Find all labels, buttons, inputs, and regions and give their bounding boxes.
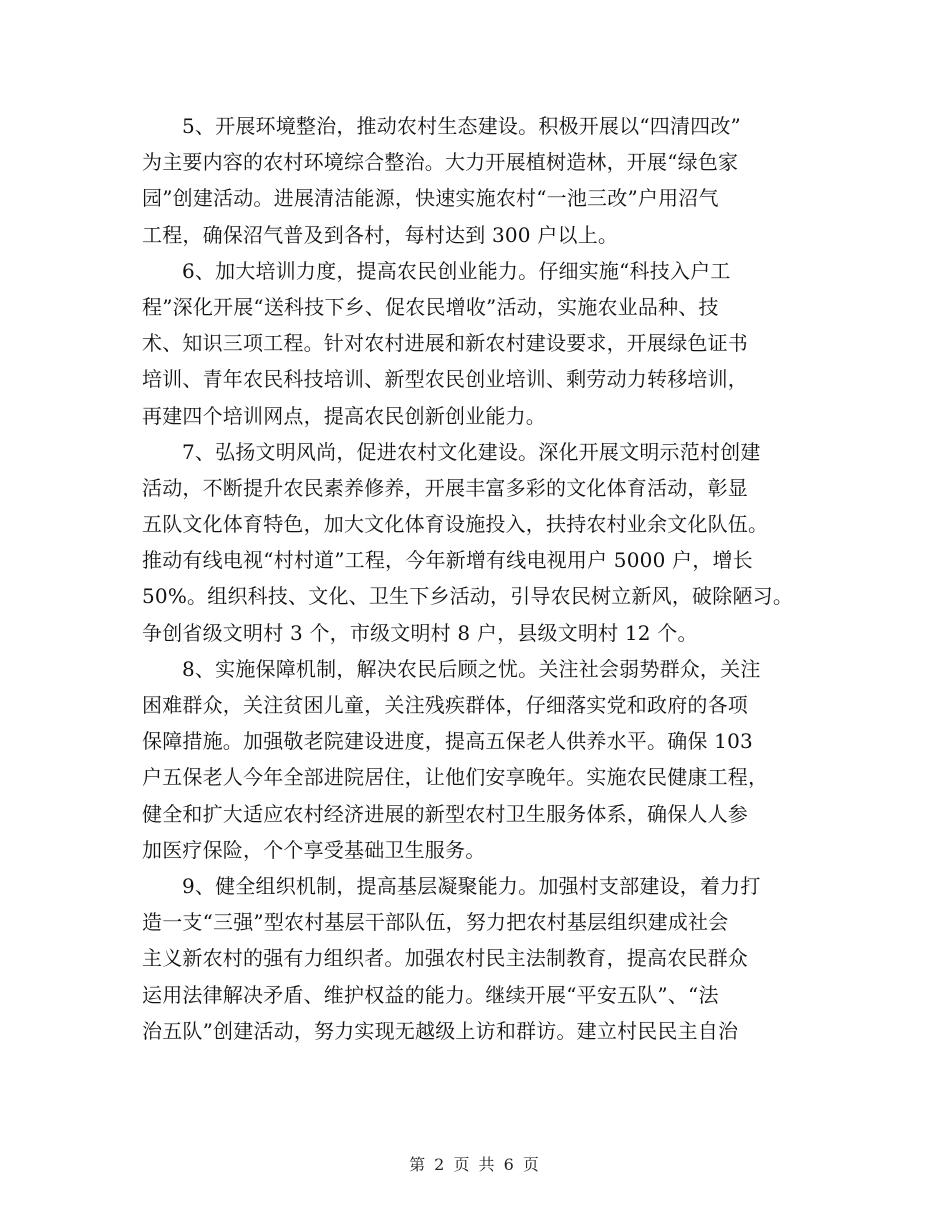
- paragraph-line: 工程，确保沼气普及到各村，每村达到 300 户以上。: [142, 222, 619, 247]
- paragraph-line: 程”深化开展“送科技下乡、促农民增收”活动，实施农业品种、技: [142, 294, 719, 319]
- paragraph-line: 5、开展环境整治，推动农村生态建设。积极开展以“四清四改”: [182, 114, 741, 138]
- paragraph-line: 加医疗保险，个个享受基础卫生服务。: [142, 837, 486, 862]
- paragraph-line: 运用法律解决矛盾、维护权益的能力。继续开展“平安五队”、“法: [142, 982, 719, 1007]
- paragraph-line: 6、加大培训力度，提高农民创业能力。仔细实施“科技入户工: [182, 258, 731, 283]
- paragraph-line: 培训、青年农民科技培训、新型农民创业培训、剩劳动力转移培训，: [142, 367, 748, 392]
- paragraph-line: 为主要内容的农村环境综合整治。大力开展植树造林，开展“绿色家: [142, 150, 739, 175]
- paragraph-8: [142, 651, 814, 868]
- paragraph-line: 户五保老人今年全部进院居住，让他们安享晚年。实施农民健康工程，: [142, 765, 769, 790]
- paragraph-line: 园”创建活动。进展清洁能源，快速实施农村“一池三改”户用沼气: [142, 186, 719, 211]
- paragraph-5: [142, 108, 814, 253]
- paragraph-line: 9、健全组织机制，提高基层凝聚能力。加强村支部建设，着力打: [182, 873, 761, 898]
- paragraph-line: 再建四个培训网点，提高农民创新创业能力。: [142, 403, 546, 428]
- paragraph-line: 术、知识三项工程。针对农村进展和新农村建设要求，开展绿色证书: [142, 331, 748, 356]
- paragraph-line: 治五队”创建活动，努力实现无越级上访和群访。建立村民民主自治: [142, 1018, 739, 1043]
- paragraph-line: 五队文化体育特色，加大文化体育设施投入，扶持农村业余文化队伍。: [142, 512, 769, 537]
- document-body: [142, 108, 814, 1049]
- paragraph-line: 争创省级文明村 3 个，市级文明村 8 户，县级文明村 12 个。: [142, 620, 698, 645]
- paragraph-6: [142, 253, 814, 434]
- paragraph-line: 8、实施保障机制，解决农民后顾之忧。关注社会弱势群众，关注: [182, 656, 761, 681]
- paragraph-line: 活动，不断提升农民素养修养，开展丰富多彩的文化体育活动，彰显: [142, 475, 748, 500]
- paragraph-line: 健全和扩大适应农村经济进展的新型农村卫生服务体系，确保人人参: [142, 801, 748, 826]
- paragraph-line: 困难群众，关注贫困儿童，关注残疾群体，仔细落实党和政府的各项: [142, 693, 748, 717]
- paragraph-line: 保障措施。加强敬老院建设进度，提高五保老人供养水平。确保 103: [142, 729, 753, 754]
- paragraph-line: 50%。组织科技、文化、卫生下乡活动，引导农民树立新风，破除陋习。: [142, 584, 794, 609]
- paragraph-7: [142, 434, 814, 651]
- paragraph-line: 造一支“三强”型农村基层干部队伍，努力把农村基层组织建成社会: [142, 910, 729, 935]
- page-number-footer: 第 2 页 共 6 页: [409, 1155, 541, 1174]
- paragraph-line: 推动有线电视“村村道”工程，今年新增有线电视用户 5000 户，增长: [142, 548, 753, 573]
- paragraph-line: 主义新农村的强有力组织者。加强农村民主法制教育，提高农民群众: [142, 946, 748, 971]
- paragraph-9: [142, 868, 814, 1049]
- paragraph-line: 7、弘扬文明风尚，促进农村文化建设。深化开展文明示范村创建: [182, 439, 761, 464]
